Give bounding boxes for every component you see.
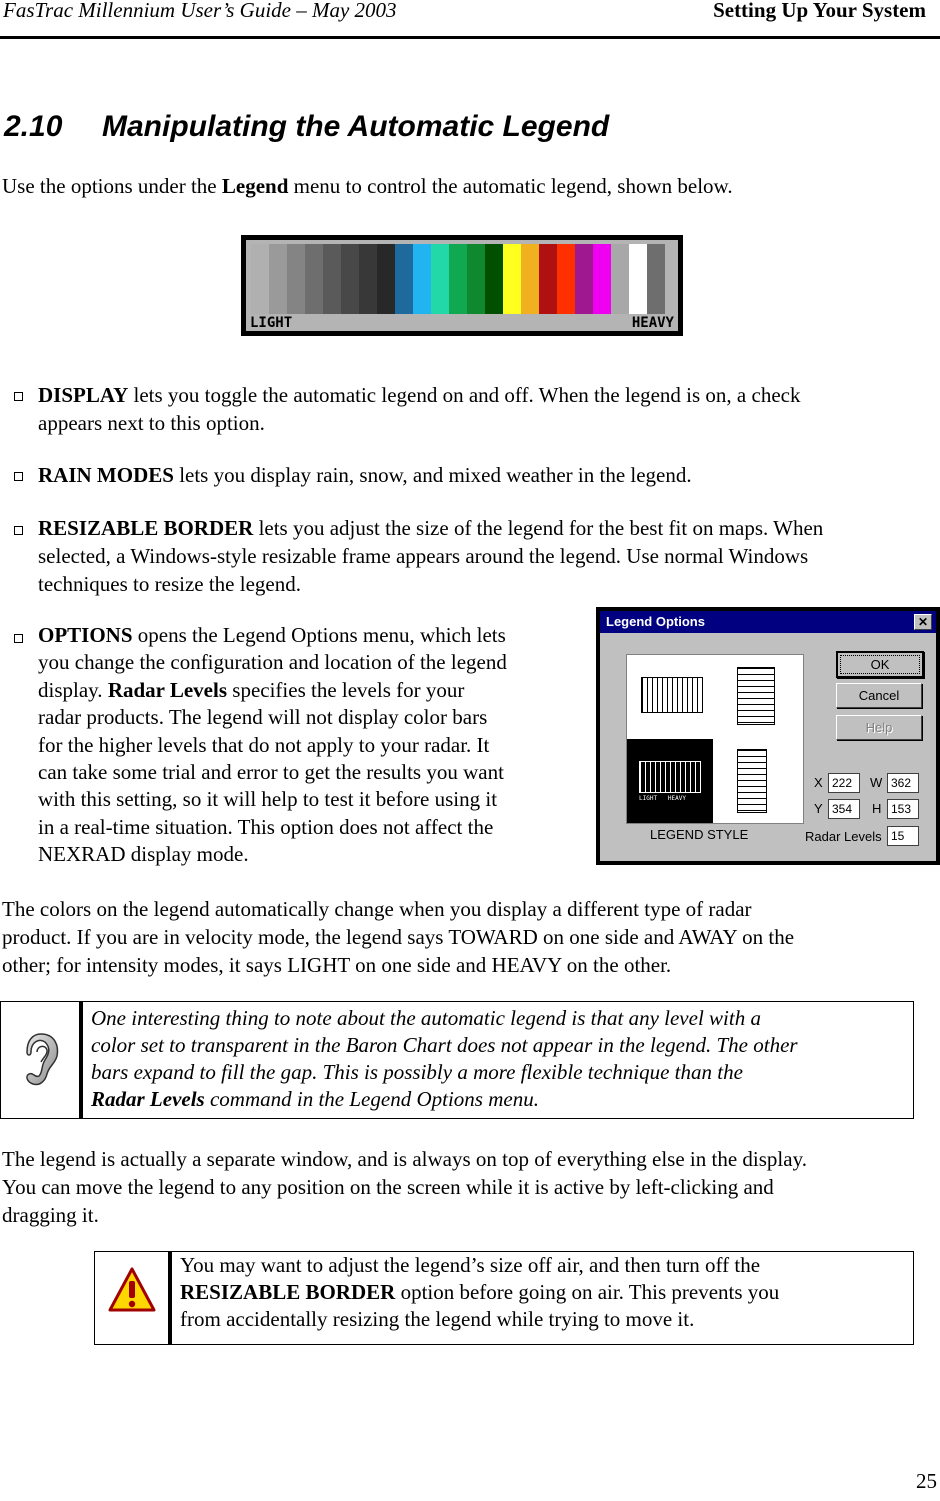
bullet-display-text: lets you toggle the automatic legend on and off. When the legend is on, a check <box>128 383 801 407</box>
note-radar-levels: Radar Levels <box>91 1087 205 1111</box>
bullet-resizable-text-2: selected, a Windows-style resizable frame appears around the legend. Use normal Windows <box>38 544 809 568</box>
bullet-options-text-3a: display. <box>38 677 108 702</box>
bullet-options-text-4: radar products. The legend will not display color bars <box>38 705 488 730</box>
bullet-display-text-2: appears next to this option. <box>38 411 265 435</box>
legend-color-bar <box>449 244 467 314</box>
legend-color-bar <box>323 244 341 314</box>
bullet-icon <box>14 526 23 535</box>
intro-text: Use the options under the <box>2 174 222 198</box>
section-heading <box>4 110 609 144</box>
legend-color-bar <box>467 244 485 314</box>
warning-callout <box>94 1251 914 1345</box>
legend-color-bar <box>647 244 665 314</box>
radar-levels-label: Radar Levels <box>805 829 882 844</box>
legend-color-bar <box>521 244 539 314</box>
ok-button[interactable]: OK <box>836 651 924 678</box>
bullet-rain-text: lets you display rain, snow, and mixed weather in the legend. <box>173 463 692 487</box>
style-option-1[interactable] <box>641 677 703 713</box>
style-option-4[interactable] <box>737 749 767 813</box>
note-line-1: One interesting thing to note about the automatic legend is that any level with a <box>91 1006 761 1030</box>
bullet-options-text-2: you change the configuration and location of the legend <box>38 650 507 675</box>
bullet-icon <box>14 634 23 643</box>
warning-icon-cell <box>95 1252 172 1344</box>
legend-color-bar <box>287 244 305 314</box>
legend-color-bar <box>557 244 575 314</box>
intro-bold: Legend <box>221 174 289 198</box>
legend-color-bar <box>539 244 557 314</box>
ear-icon <box>21 1032 61 1088</box>
header-rule <box>0 36 940 39</box>
legend-heavy-label: HEAVY <box>631 315 674 331</box>
x-input[interactable]: 222 <box>828 773 860 793</box>
bullet-options-text-7: with this setting, so it will help to test it before using it <box>38 787 498 812</box>
bullet-options-radar-levels: Radar Levels <box>107 677 228 702</box>
bullet-options-term: OPTIONS <box>38 623 133 647</box>
bullet-options-text-5: for the higher levels that do not apply to your radar. It <box>38 732 490 757</box>
bullet-resizable-term: RESIZABLE BORDER <box>38 516 254 540</box>
bullet-options-text-6: can take some trial and error to get the results you want <box>38 760 504 785</box>
w-label: W <box>870 775 883 790</box>
colors-line-1: The colors on the legend automatically change when you display a different type of radar <box>2 897 752 921</box>
legend-color-bar <box>341 244 359 314</box>
legend-color-bar <box>575 244 593 314</box>
note-line-2: color set to transparent in the Baron Chart does not appear in the legend. The other <box>91 1033 798 1057</box>
legend-color-bar <box>593 244 611 314</box>
warning-icon <box>107 1266 157 1314</box>
section-number: 2.10 <box>4 110 63 143</box>
bullet-options-text-9: NEXRAD display mode. <box>38 842 249 867</box>
window-line-3: dragging it. <box>2 1203 99 1227</box>
colors-line-2: product. If you are in velocity mode, the legend says TOWARD on one side and AWAY on the <box>2 925 795 949</box>
h-input[interactable]: 153 <box>887 799 919 819</box>
style-option-2[interactable] <box>737 667 775 725</box>
close-icon[interactable]: ✕ <box>914 614 932 630</box>
legend-style-preview <box>626 654 804 824</box>
bullet-icon <box>14 472 23 481</box>
running-header-section: Setting Up Your System <box>713 0 926 22</box>
legend-color-bar <box>395 244 413 314</box>
warning-line-2: option before going on air. This prevents you <box>395 1280 780 1304</box>
legend-color-bar <box>251 244 269 314</box>
cancel-button[interactable]: Cancel <box>836 683 922 708</box>
help-button[interactable]: Help <box>836 715 922 740</box>
window-paragraph <box>2 1145 807 1229</box>
legend-options-dialog <box>596 607 940 865</box>
note-icon-cell <box>1 1002 83 1118</box>
mini-light-label: LIGHT <box>639 795 658 802</box>
intro-paragraph <box>2 172 733 200</box>
legend-color-bar <box>629 244 647 314</box>
legend-graphic <box>241 235 683 336</box>
bullet-display <box>38 381 800 437</box>
y-input[interactable]: 354 <box>828 799 860 819</box>
legend-color-bar <box>377 244 395 314</box>
legend-color-bar <box>431 244 449 314</box>
legend-color-bar <box>503 244 521 314</box>
warning-text <box>180 1252 779 1333</box>
note-text <box>91 1005 798 1113</box>
bullet-icon <box>14 392 23 401</box>
note-line-4: command in the Legend Options menu. <box>204 1087 539 1111</box>
style-option-3-selected[interactable] <box>627 739 713 823</box>
page-number: 25 <box>916 1469 937 1493</box>
warning-resizable-border: RESIZABLE BORDER <box>180 1280 396 1304</box>
radar-levels-input[interactable]: 15 <box>887 826 919 846</box>
h-label: H <box>872 801 882 816</box>
legend-color-bar <box>305 244 323 314</box>
legend-color-bar <box>611 244 629 314</box>
note-callout <box>0 1001 914 1119</box>
legend-style-label: LEGEND STYLE <box>650 827 749 842</box>
running-header-title: FasTrac Millennium User’s Guide – May 2003 <box>3 0 397 22</box>
bullet-rain-modes <box>38 461 692 489</box>
colors-paragraph <box>2 895 794 979</box>
legend-color-bar <box>485 244 503 314</box>
window-line-2: You can move the legend to any position on the screen while it is active by left-clicking and <box>2 1175 774 1199</box>
legend-color-bar <box>359 244 377 314</box>
colors-line-3: other; for intensity modes, it says LIGHT on one side and HEAVY on the other. <box>2 953 672 977</box>
bullet-options <box>38 622 507 869</box>
legend-color-bar <box>269 244 287 314</box>
intro-text-end: menu to control the automatic legend, shown below. <box>288 174 733 198</box>
window-line-1: The legend is actually a separate window, and is always on top of everything else in the display. <box>2 1147 807 1171</box>
legend-color-bars <box>251 244 665 314</box>
bullet-display-term: DISPLAY <box>38 383 129 407</box>
bullet-options-text-1: opens the Legend Options menu, which lets <box>132 623 506 647</box>
bullet-options-text-3c: specifies the levels for your <box>227 677 465 702</box>
legend-light-label: LIGHT <box>250 315 293 331</box>
x-label: X <box>814 775 823 790</box>
warning-line-3: from accidentally resizing the legend while trying to move it. <box>180 1307 695 1331</box>
bullet-rain-term: RAIN MODES <box>38 463 174 487</box>
y-label: Y <box>814 801 823 816</box>
bullet-resizable-border <box>38 514 823 598</box>
warning-line-1: You may want to adjust the legend’s size off air, and then turn off the <box>180 1253 761 1277</box>
bullet-options-text-8: in a real-time situation. This option does not affect the <box>38 814 494 839</box>
legend-color-bar <box>413 244 431 314</box>
dialog-title: Legend Options <box>606 614 705 629</box>
dialog-title-bar <box>600 611 936 633</box>
mini-heavy-label: HEAVY <box>667 795 686 802</box>
bullet-resizable-text: lets you adjust the size of the legend for the best fit on maps. When <box>253 516 824 540</box>
note-line-3: bars expand to fill the gap. This is possibly a more flexible technique than the <box>91 1060 743 1084</box>
section-title: Manipulating the Automatic Legend <box>102 110 610 143</box>
w-input[interactable]: 362 <box>887 773 919 793</box>
bullet-resizable-text-3: techniques to resize the legend. <box>38 572 301 596</box>
